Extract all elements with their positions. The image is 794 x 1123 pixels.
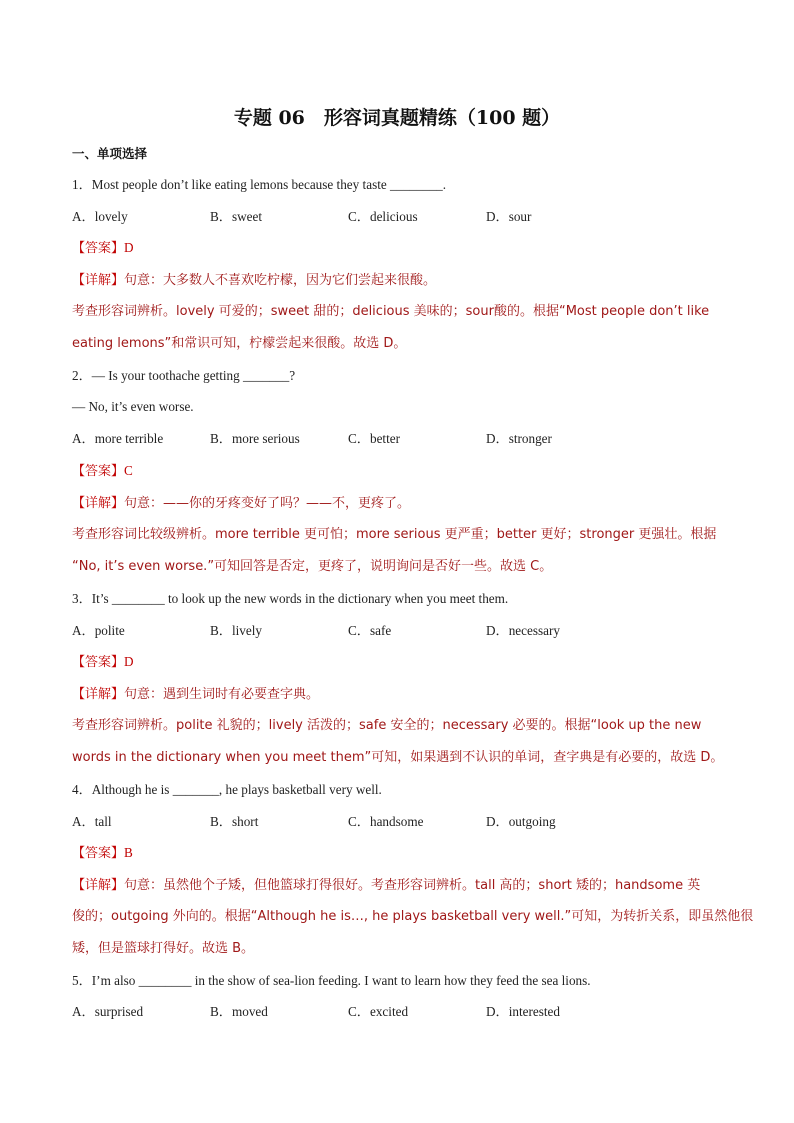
question-1-option-d: D．sour — [486, 209, 532, 224]
section-heading: 一、单项选择 — [72, 146, 148, 161]
question-2-detail-line: 考查形容词比较级辨析。more terrible 更可怕；more serious 更严重；better 更好；stronger 更强壮。根据 — [72, 527, 717, 542]
detail-label: 【详解】 — [72, 878, 125, 893]
detail-text: 句意：——你的牙疼变好了吗？——不，更疼了。 — [124, 496, 411, 511]
question-4-option-b: B．short — [210, 814, 259, 829]
answer-label: 【答案】 — [72, 464, 125, 479]
question-1-answer — [72, 238, 134, 259]
question-3-answer — [72, 652, 134, 673]
detail-label: 【详解】 — [72, 496, 125, 511]
question-4-detail-line: 俊的；outgoing 外向的。根据“Although he is…, he plays basketball very well.”可知，为转折关系，即虽然他很 — [72, 909, 754, 924]
question-2-option-b: B．more serious — [210, 431, 300, 446]
detail-label: 【详解】 — [72, 273, 125, 288]
question-2-stem: 2．— Is your toothache getting _______? — [72, 368, 296, 383]
question-2-option-d: D．stronger — [486, 431, 552, 446]
question-3-option-c: C．safe — [348, 623, 392, 638]
question-1-detail-line: 考查形容词辨析。lovely 可爱的；sweet 甜的；delicious 美味的；sour酸的。根据“Most people don’t like — [72, 304, 710, 319]
detail-label: 【详解】 — [72, 687, 125, 702]
answer-label: 【答案】 — [72, 655, 125, 670]
answer-label: 【答案】 — [72, 846, 125, 861]
question-3-option-b: B．lively — [210, 623, 263, 638]
answer-label: 【答案】 — [72, 241, 125, 256]
detail-text: 句意：遇到生词时有必要查字典。 — [124, 687, 320, 702]
question-1-stem: 1．Most people don’t like eating lemons because they taste ________. — [72, 177, 447, 192]
question-4-option-a: A．tall — [72, 814, 112, 829]
answer-value: D — [124, 240, 134, 255]
question-2-answer — [72, 461, 133, 482]
detail-text: 句意：虽然他个子矮，但他篮球打得很好。考查形容词辨析。tall 高的；short 矮的；handsome 英 — [124, 878, 701, 893]
question-2-detail-line: “No, it’s even worse.”可知回答是否定，更疼了，说明询问是否好一些。故选 C。 — [72, 559, 553, 574]
question-5-option-a: A．surprised — [72, 1004, 144, 1019]
question-1-detail-line: eating lemons”和常识可知，柠檬尝起来很酸。故选 D。 — [72, 336, 407, 351]
detail-text: 句意：大多数人不喜欢吃柠檬，因为它们尝起来很酸。 — [124, 273, 437, 288]
question-5-stem: 5．I’m also ________ in the show of sea-lion feeding. I want to learn how they feed the sea lions. — [72, 973, 591, 988]
question-3-option-d: D．necessary — [486, 623, 560, 638]
question-2-detail — [72, 493, 410, 514]
question-3-option-a: A．polite — [72, 623, 125, 638]
question-5-option-d: D．interested — [486, 1004, 560, 1019]
answer-value: C — [124, 463, 133, 478]
question-3-detail — [72, 684, 319, 705]
question-1-option-b: B．sweet — [210, 209, 263, 224]
question-3-detail-line: 考查形容词辨析。polite 礼貌的；lively 活泼的；safe 安全的；necessary 必要的。根据“look up the new — [72, 718, 702, 733]
question-1-detail — [72, 270, 436, 291]
question-4-stem: 4．Although he is _______, he plays basketball very well. — [72, 782, 382, 797]
question-3-detail-line: words in the dictionary when you meet them”可知，如果遇到不认识的单词，查字典是有必要的，故选 D。 — [72, 750, 724, 765]
question-2-stem-line: — No, it’s even worse. — [72, 399, 194, 414]
question-4-option-c: C．handsome — [348, 814, 424, 829]
question-4-detail — [72, 875, 700, 896]
question-5-option-c: C．excited — [348, 1004, 409, 1019]
question-1-option-c: C．delicious — [348, 209, 418, 224]
question-4-detail-line: 矮，但是篮球打得好。故选 B。 — [72, 941, 255, 956]
question-3-stem: 3．It’s ________ to look up the new words in the dictionary when you meet them. — [72, 591, 509, 606]
answer-value: D — [124, 654, 134, 669]
question-2-option-a: A．more terrible — [72, 431, 164, 446]
question-1-option-a: A．lovely — [72, 209, 128, 224]
question-4-option-d: D．outgoing — [486, 814, 556, 829]
question-5-option-b: B．moved — [210, 1004, 268, 1019]
document-title: 专题 06 形容词真题精练（100 题） — [233, 107, 561, 129]
question-4-answer — [72, 843, 133, 864]
answer-value: B — [124, 845, 133, 860]
question-2-option-c: C．better — [348, 431, 401, 446]
